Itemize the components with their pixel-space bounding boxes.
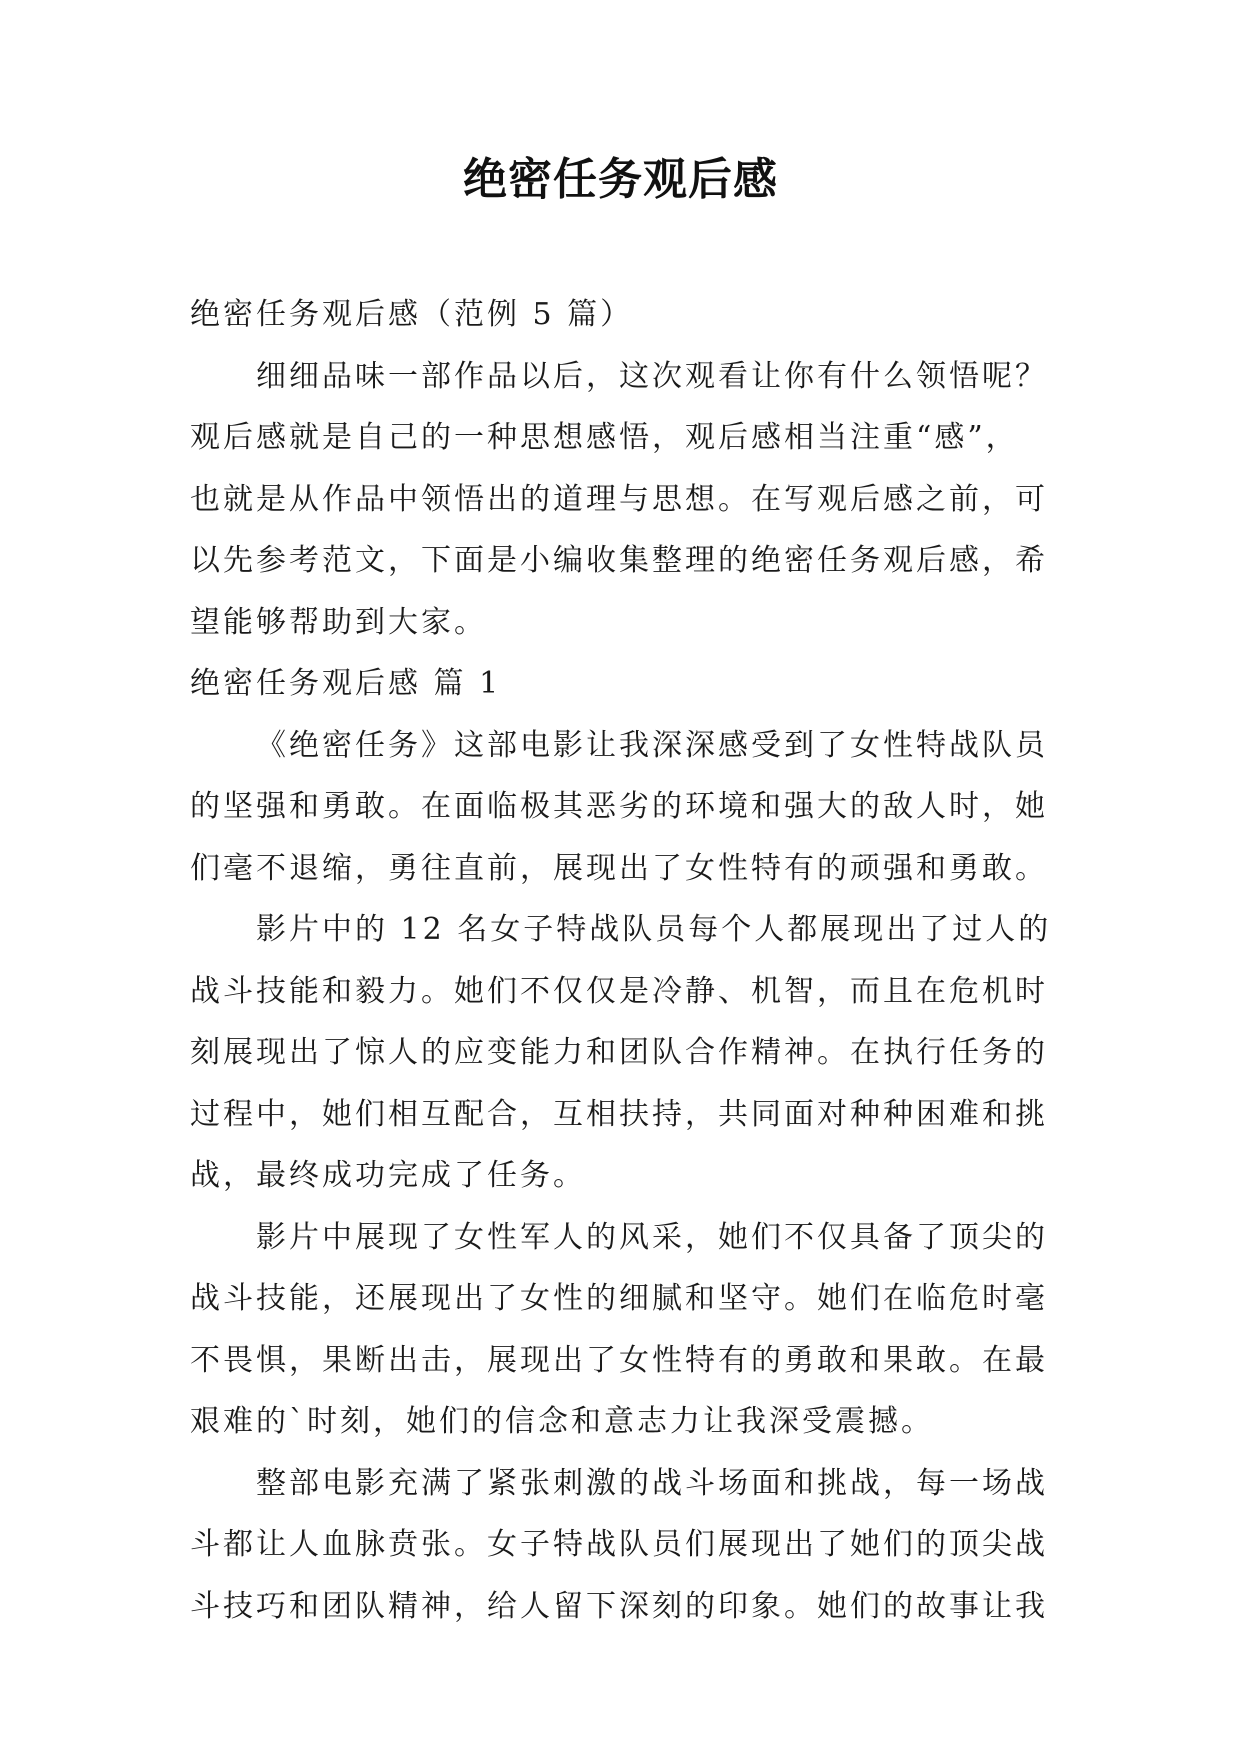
text-line: 刻展现出了惊人的应变能力和团队合作精神。在执行任务的	[190, 1035, 1048, 1070]
text-line: 《绝密任务》这部电影让我深深感受到了女性特战队员	[256, 727, 1048, 763]
text-line: 们毫不退缩，勇往直前，展现出了女性特有的顽强和勇敢。	[190, 850, 1048, 886]
document-title: 绝密任务观后感	[463, 154, 778, 205]
text-line: 以先参考范文，下面是小编收集整理的绝密任务观后感，希	[190, 543, 1048, 578]
document-body	[190, 284, 1070, 1637]
text-line: 不畏惧，果断出击，展现出了女性特有的勇敢和果敢。在最	[190, 1342, 1048, 1378]
text-line: 绝密任务观后感 篇 1	[190, 666, 502, 701]
text-line: 过程中，她们相互配合，互相扶持，共同面对种种困难和挑	[190, 1096, 1048, 1132]
text-line: 艰难的`时刻，她们的信念和意志力让我深受震撼。	[190, 1404, 934, 1439]
text-line: 细细品味一部作品以后，这次观看让你有什么领悟呢？	[256, 358, 1048, 394]
text-line: 战斗技能，还展现出了女性的细腻和坚守。她们在临危时毫	[190, 1281, 1048, 1316]
text-line: 斗技巧和团队精神，给人留下深刻的印象。她们的故事让我	[190, 1588, 1048, 1624]
text-line: 斗都让人血脉贲张。女子特战队员们展现出了她们的顶尖战	[190, 1527, 1048, 1562]
text-line: 的坚强和勇敢。在面临极其恶劣的环境和强大的敌人时，她	[190, 789, 1048, 824]
text-line: 也就是从作品中领悟出的道理与思想。在写观后感之前，可	[190, 481, 1048, 517]
text-line: 望能够帮助到大家。	[190, 604, 487, 640]
text-line: 绝密任务观后感（范例 5 篇）	[190, 297, 634, 332]
text-line: 战，最终成功完成了任务。	[190, 1158, 586, 1193]
text-line: 观后感就是自己的一种思想感悟，观后感相当注重“感”，	[190, 420, 1019, 455]
text-line: 影片中展现了女性军人的风采，她们不仅具备了顶尖的	[256, 1219, 1048, 1255]
text-line: 影片中的 12 名女子特战队员每个人都展现出了过人的	[256, 912, 1052, 947]
text-line: 整部电影充满了紧张刺激的战斗场面和挑战，每一场战	[256, 1465, 1048, 1501]
text-line: 战斗技能和毅力。她们不仅仅是冷静、机智，而且在危机时	[190, 973, 1048, 1009]
